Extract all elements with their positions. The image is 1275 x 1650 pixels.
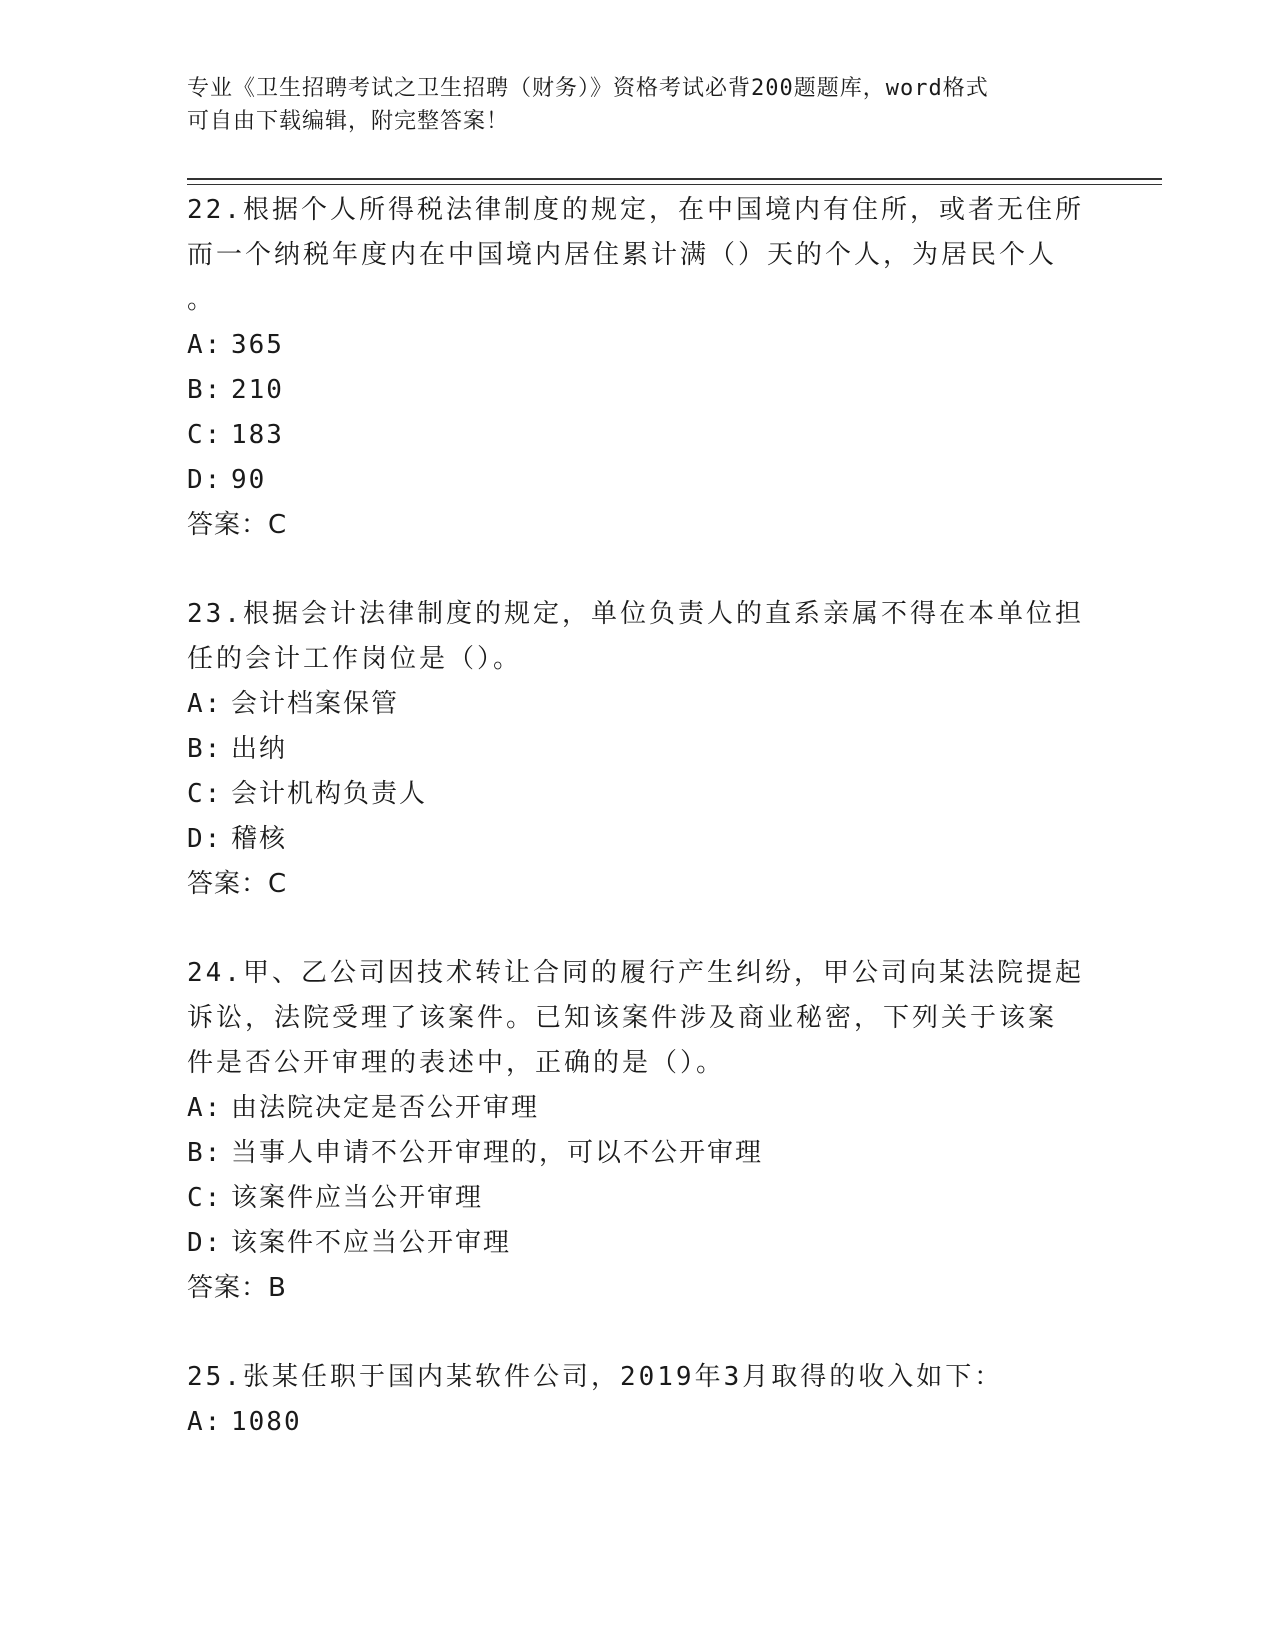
- question-text-line: 而一个纳税年度内在中国境内居住累计满（）天的个人，为居民个人: [187, 240, 1058, 270]
- document-header: [187, 72, 1087, 138]
- question-text-line: 23.根据会计法律制度的规定，单位负责人的直系亲属不得在本单位担: [187, 599, 1084, 629]
- option-b: [187, 368, 1162, 413]
- option-letter: A:: [187, 1407, 223, 1437]
- option-text: 210: [231, 375, 284, 405]
- option-d: [187, 817, 1162, 862]
- option-a: [187, 323, 1162, 368]
- option-b: [187, 1131, 1162, 1176]
- option-text: 稽核: [231, 824, 288, 854]
- option-letter: D:: [187, 465, 223, 495]
- question-list: [187, 188, 1162, 1489]
- answer-line: 答案：C: [187, 510, 288, 540]
- answer-line: 答案：C: [187, 869, 288, 899]
- option-text: 会计机构负责人: [231, 779, 428, 809]
- question-text: [187, 188, 1087, 323]
- question-text: [187, 951, 1087, 1086]
- option-text: 183: [231, 420, 284, 450]
- question-text-line: 25.张某任职于国内某软件公司，2019年3月取得的收入如下：: [187, 1362, 1004, 1392]
- option-letter: B:: [187, 1138, 223, 1168]
- option-c: [187, 772, 1162, 817]
- option-letter: A:: [187, 689, 223, 719]
- option-d: [187, 1221, 1162, 1266]
- question-24: [187, 951, 1162, 1311]
- option-text: 365: [231, 330, 284, 360]
- question-text: [187, 592, 1087, 682]
- option-text: 会计档案保管: [231, 689, 400, 719]
- option-text: 1080: [231, 1407, 302, 1437]
- option-letter: C:: [187, 779, 223, 809]
- option-letter: D:: [187, 1228, 223, 1258]
- question-text-line: 22.根据个人所得税法律制度的规定，在中国境内有住所，或者无住所: [187, 195, 1084, 225]
- option-letter: A:: [187, 1093, 223, 1123]
- option-text: 该案件应当公开审理: [231, 1183, 484, 1213]
- option-letter: C:: [187, 1183, 223, 1213]
- header-line-1: 专业《卫生招聘考试之卫生招聘（财务）》资格考试必背200题题库，word格式: [187, 76, 989, 101]
- option-d: [187, 458, 1162, 503]
- header-line-2: 可自由下载编辑，附完整答案！: [187, 109, 510, 134]
- option-text: 出纳: [231, 734, 288, 764]
- option-letter: B:: [187, 375, 223, 405]
- question-text: [187, 1355, 1087, 1400]
- document-page: [187, 0, 1162, 1650]
- question-25: [187, 1355, 1162, 1445]
- option-letter: A:: [187, 330, 223, 360]
- option-c: [187, 1176, 1162, 1221]
- question-22: [187, 188, 1162, 548]
- option-a: [187, 1086, 1162, 1131]
- option-text: 由法院决定是否公开审理: [231, 1093, 540, 1123]
- option-a: [187, 1400, 1162, 1445]
- header-divider: [187, 178, 1162, 185]
- question-23: [187, 592, 1162, 907]
- answer-line: 答案：B: [187, 1273, 287, 1303]
- option-letter: B:: [187, 734, 223, 764]
- option-a: [187, 682, 1162, 727]
- option-b: [187, 727, 1162, 772]
- question-text-line: 24.甲、乙公司因技术转让合同的履行产生纠纷，甲公司向某法院提起: [187, 958, 1084, 988]
- option-text: 90: [231, 465, 267, 495]
- option-text: 该案件不应当公开审理: [231, 1228, 512, 1258]
- option-letter: D:: [187, 824, 223, 854]
- question-text-line: 。: [187, 285, 217, 315]
- option-text: 当事人申请不公开审理的，可以不公开审理: [231, 1138, 764, 1168]
- question-text-line: 任的会计工作岗位是（）。: [187, 644, 523, 674]
- question-text-line: 件是否公开审理的表述中，正确的是（）。: [187, 1048, 726, 1078]
- question-text-line: 诉讼，法院受理了该案件。已知该案件涉及商业秘密，下列关于该案: [187, 1003, 1058, 1033]
- option-letter: C:: [187, 420, 223, 450]
- option-c: [187, 413, 1162, 458]
